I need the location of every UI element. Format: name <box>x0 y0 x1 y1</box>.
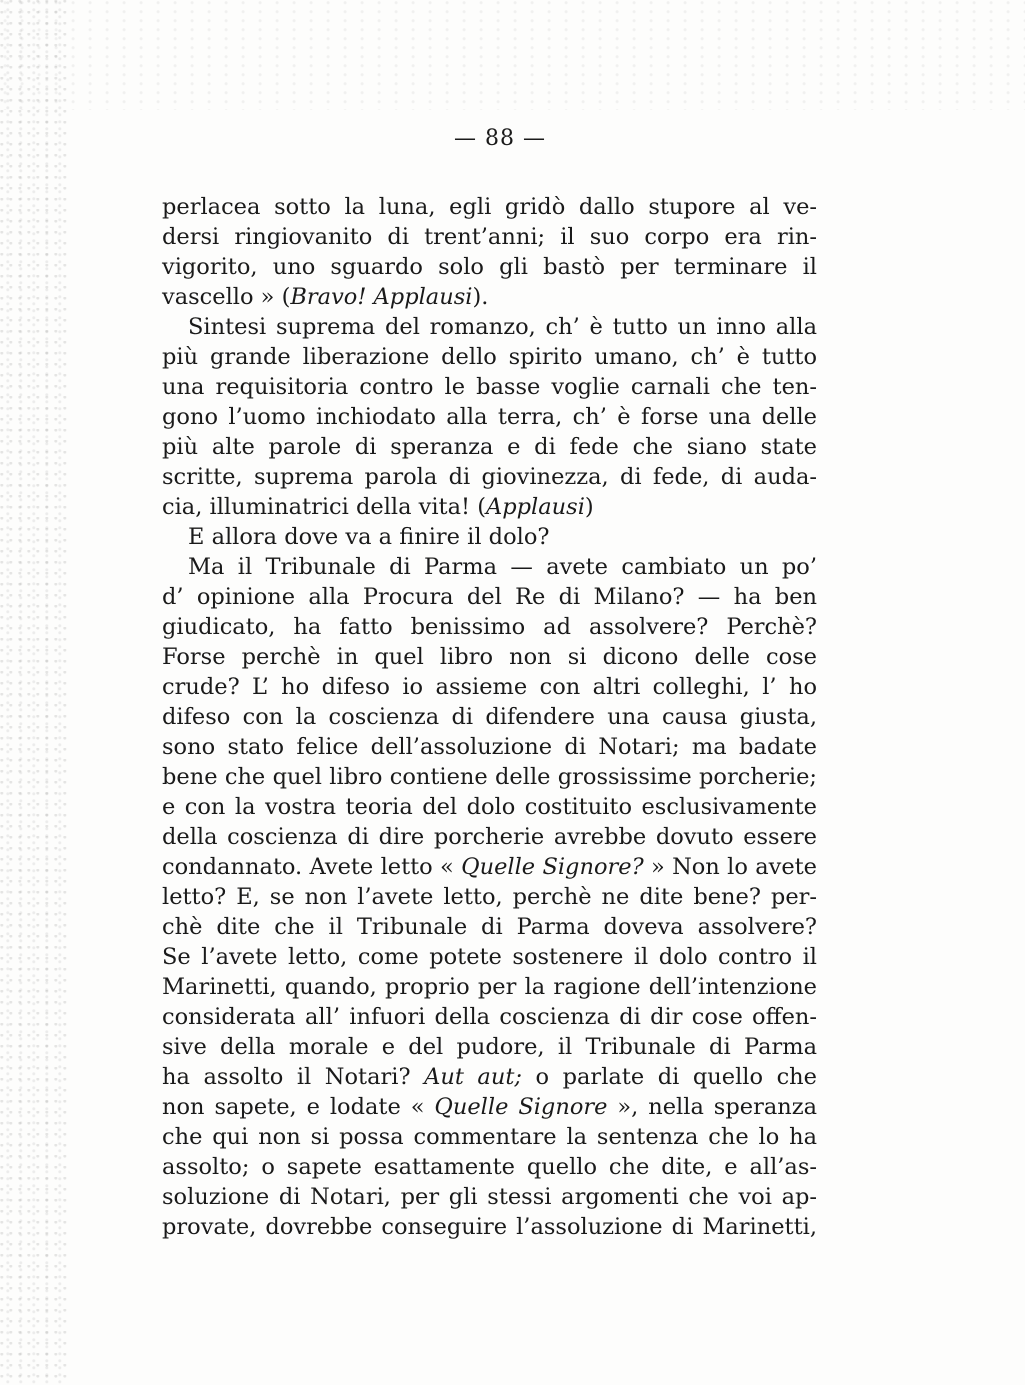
text-line: della coscienza di dire porcherie avrebbe dovuto essere <box>162 824 817 850</box>
text-line: una requisitoria contro le basse voglie carnali che ten- <box>162 374 817 400</box>
page-number: — 88 — <box>454 126 546 151</box>
text-line: Marinetti, quando, proprio per la ragione dell’intenzione <box>162 974 817 1000</box>
text-line: ha assolto il Notari? Aut aut; o parlate di quello che <box>162 1064 817 1090</box>
text-line: vascello » (Bravo! Applausi). <box>162 284 489 310</box>
text-line: soluzione di Notari, per gli stessi argomenti che voi ap- <box>162 1184 817 1210</box>
text-line: perlacea sotto la luna, egli gridò dallo stupore al ve- <box>162 194 817 220</box>
text-line: bene che quel libro contiene delle grossissime porcherie; <box>162 764 817 790</box>
text-line: Ma il Tribunale di Parma — avete cambiato un po’ <box>188 554 817 580</box>
text-line: cia, illuminatrici della vita! (Applausi) <box>162 494 594 520</box>
text-line: considerata all’ infuori della coscienza di dir cose offen- <box>162 1004 817 1030</box>
text-line: difeso con la coscienza di difendere una causa giusta, <box>162 704 817 730</box>
text-line: dersi ringiovanito di trent’anni; il suo corpo era rin- <box>162 224 817 250</box>
text-line: vigorito, uno sguardo solo gli bastò per terminare il <box>162 254 817 280</box>
text-line: d’ opinione alla Procura del Re di Milano? — ha ben <box>162 584 817 610</box>
text-line: più grande liberazione dello spirito umano, ch’ è tutto <box>162 344 817 370</box>
text-line: sive della morale e del pudore, il Tribunale di Parma <box>162 1034 817 1060</box>
body-text <box>162 192 817 1242</box>
text-line: Sintesi suprema del romanzo, ch’ è tutto un inno alla <box>188 314 817 340</box>
text-line: giudicato, ha fatto benissimo ad assolvere? Perchè? <box>162 614 817 640</box>
text-line: Se l’avete letto, come potete sostenere il dolo contro il <box>162 944 817 970</box>
text-line: scritte, suprema parola di giovinezza, di fede, di auda- <box>162 464 817 490</box>
text-line: E allora dove va a finire il dolo? <box>188 524 550 550</box>
scan-noise-left <box>0 0 70 1385</box>
text-line: provate, dovrebbe conseguire l’assoluzione di Marinetti, <box>162 1214 817 1240</box>
text-line: assolto; o sapete esattamente quello che dite, e all’as- <box>162 1154 817 1180</box>
text-line: sono stato felice dell’assoluzione di Notari; ma badate <box>162 734 817 760</box>
scan-noise-top <box>0 0 1025 110</box>
text-line: gono l’uomo inchiodato alla terra, ch’ è forse una delle <box>162 404 817 430</box>
text-line: Forse perchè in quel libro non si dicono delle cose <box>162 644 817 670</box>
text-line: che qui non si possa commentare la sentenza che lo ha <box>162 1124 817 1150</box>
text-line: più alte parole di speranza e di fede che siano state <box>162 434 817 460</box>
text-line: chè dite che il Tribunale di Parma doveva assolvere? <box>162 914 817 940</box>
text-line: condannato. Avete letto « Quelle Signore? » Non lo avete <box>162 854 818 880</box>
text-line: crude? L’ ho difeso io assieme con altri colleghi, l’ ho <box>162 674 817 700</box>
text-line: non sapete, e lodate « Quelle Signore », nella speranza <box>162 1094 817 1120</box>
text-line: letto? E, se non l’avete letto, perchè ne dite bene? per- <box>162 884 817 910</box>
text-line: e con la vostra teoria del dolo costituito esclusivamente <box>162 794 817 820</box>
